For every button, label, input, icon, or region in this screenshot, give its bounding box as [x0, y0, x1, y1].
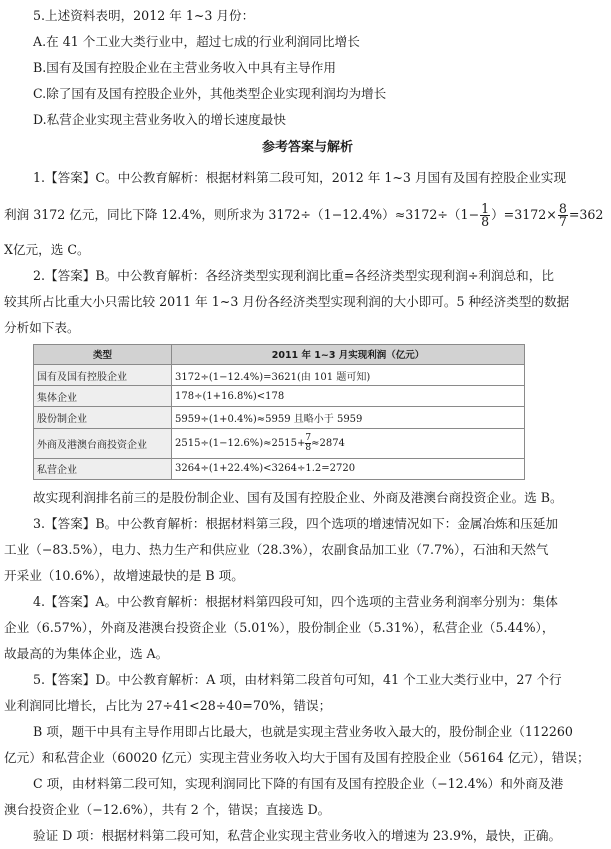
answer-1-line-1: 1.【答案】C。中公教育解析：根据材料第二段可知，2012 年 1~3 月国有及国有控股企业实现 — [33, 170, 567, 185]
fraction-denominator: 7 — [558, 214, 567, 229]
answer-1-line-3: X亿元，选 C。 — [4, 242, 90, 257]
table-cell-calc: 5959÷(1+0.4%)≈5959 且略小于 5959 — [172, 407, 525, 428]
answer-5-line-1: 5.【答案】D。中公教育解析：A 项，由材料第二段首句可知，41 个工业大类行业中，27 个行 — [33, 672, 562, 687]
fraction-numerator: 7 — [305, 432, 312, 443]
answer-4-line-2: 企业（6.57%），外商及港澳台投资企业（5.01%），股份制企业（5.31%），私营企业（5.44%）， — [4, 620, 555, 635]
question-stem: 5.上述资料表明，2012 年 1~3 月份： — [33, 8, 255, 23]
table-row — [34, 428, 525, 458]
table-header-row — [34, 345, 525, 365]
answer-3-line-2: 工业（−83.5%），电力、热力生产和供应业（28.3%），农副食品加工业（7.7%），石油和天然气 — [4, 542, 549, 557]
answer-5-line-5: C 项，由材料第二段可知，实现利润同比下降的有国有及国有控股企业（−12.4%）和外商及港 — [33, 776, 564, 791]
answer-5-line-7: 验证 D 项：根据材料第二段可知，私营企业实现主营业务收入的增速为 23.9%，最快，正确。 — [33, 828, 562, 843]
answer-4-line-1: 4.【答案】A。中公教育解析：根据材料第四段可知，四个选项的主营业务利润率分别为：集体 — [33, 594, 558, 609]
answer-5-line-4: 亿元）和私营企业（60020 亿元）实现主营业务收入均大于国有及国有控股企业（56164 亿元），错误； — [4, 750, 590, 765]
answer-2-line-2: 较其所占比重大小只需比较 2011 年 1~3 月份各经济类型实现利润的大小即可。5 种经济类型的数据 — [4, 294, 570, 309]
option-d: D.私营企业实现主营业务收入的增长速度最快 — [33, 112, 286, 127]
fraction-denominator: 8 — [305, 442, 312, 453]
option-c: C.除了国有及国有控股企业外，其他类型企业实现利润均为增长 — [33, 86, 387, 101]
table-calc-pre: 2515÷(1−12.6%)≈2515+ — [175, 437, 306, 449]
table-cell-type: 集体企业 — [34, 386, 172, 407]
table-header-profit: 2011 年 1~3 月实现利润（亿元） — [172, 345, 525, 365]
answer-3-line-3: 开采业（10.6%），故增速最快的是 B 项。 — [4, 568, 244, 583]
answer-1-calc-mid: ）=3172× — [491, 207, 557, 222]
profit-analysis-table — [33, 344, 525, 480]
answer-2-conclusion: 故实现利润排名前三的是股份制企业、国有及国有控股企业、外商及港澳台商投资企业。选 B。 — [33, 490, 563, 505]
table-cell-type: 外商及港澳台商投资企业 — [34, 428, 172, 458]
answer-1-calc-post: =362 — [568, 207, 604, 222]
fraction-numerator: 8 — [558, 201, 567, 216]
table-row — [34, 386, 525, 407]
table-cell-type: 国有及国有控股企业 — [34, 364, 172, 385]
answer-1-line-2 — [4, 200, 603, 230]
option-b: B.国有及国有控股企业在主营业务收入中具有主导作用 — [33, 60, 336, 75]
table-cell-calc: 178÷(1+16.8%)<178 — [172, 386, 525, 407]
table-row — [34, 407, 525, 428]
answer-2-line-1: 2.【答案】B。中公教育解析：各经济类型实现利润比重=各经济类型实现利润÷利润总和，比 — [33, 268, 554, 283]
fraction-one-eighth — [480, 203, 490, 228]
fraction-eight-sevenths — [558, 203, 568, 228]
fraction-numerator: 1 — [481, 201, 490, 216]
answer-3-line-1: 3.【答案】B。中公教育解析：根据材料第三段，四个选项的增速情况如下：金属冶炼和压延加 — [33, 516, 559, 531]
section-title: 参考答案与解析 — [262, 140, 354, 155]
table-cell-type: 私营企业 — [34, 458, 172, 479]
answer-2-line-3: 分析如下表。 — [4, 320, 80, 335]
table-row — [34, 364, 525, 385]
table-calc-post: ≈2874 — [311, 437, 345, 449]
table-cell-calc — [172, 428, 525, 458]
table-header-type: 类型 — [34, 345, 172, 365]
option-a: A.在 41 个工业大类行业中，超过七成的行业利润同比增长 — [33, 34, 360, 49]
fraction-denominator: 8 — [481, 214, 490, 229]
answer-5-line-6: 澳台投资企业（−12.6%），共有 2 个，错误；直接选 D。 — [4, 802, 331, 817]
answer-1-calc-pre: 利润 3172 亿元，同比下降 12.4%，则所求为 3172÷（1−12.4%）≈3172÷（1− — [4, 207, 480, 222]
table-row — [34, 458, 525, 479]
table-cell-calc: 3264÷(1+22.4%)<3264÷1.2=2720 — [172, 458, 525, 479]
answer-5-line-2: 业利润同比增长，占比为 27÷41<28÷40=70%，错误； — [4, 698, 332, 713]
answer-5-line-3: B 项，题干中具有主导作用即占比最大，也就是实现主营业务收入最大的，股份制企业（112260 — [33, 724, 573, 739]
table-cell-type: 股份制企业 — [34, 407, 172, 428]
answer-4-line-3: 故最高的为集体企业，选 A。 — [4, 646, 169, 661]
table-cell-calc: 3172÷(1−12.4%)=3621(由 101 题可知) — [172, 364, 525, 385]
